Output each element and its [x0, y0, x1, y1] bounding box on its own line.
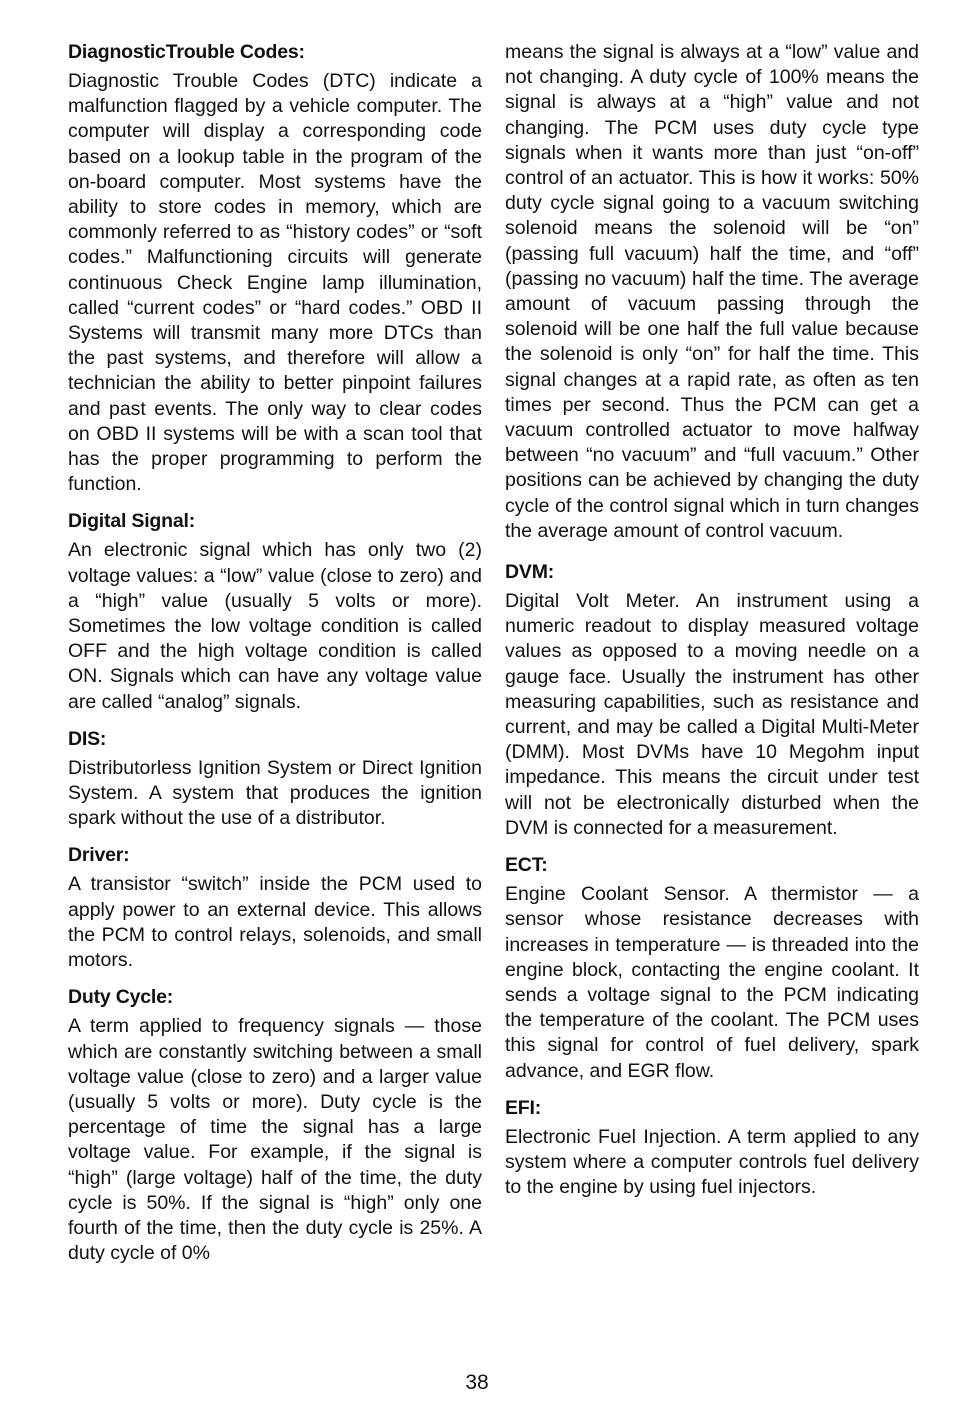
definition-efi: Electronic Fuel Injection. A term applied to any system where a computer controls fuel delivery to the engine by using fuel injectors.: [505, 1125, 919, 1199]
term-efi: EFI:: [505, 1096, 542, 1119]
glossary-entry-duty-cycle: [68, 985, 482, 1266]
term-driver: Driver:: [68, 844, 130, 867]
glossary-entry-digital-signal: [68, 509, 482, 714]
definition-dtc: Diagnostic Trouble Codes (DTC) indicate a malfunction flagged by a vehicle computer. The computer will display a corresponding code based on a lookup table in the program of the on-board computer. Most systems have the ability to store codes in memory, which are commonly referred to as “history codes” or “soft codes.” Malfunctioning circuits will generate continuous Check Engine lamp illumination, called “current codes” or “hard codes.” OBD II Systems will transmit many more DTCs than the past systems, and therefore will allow a technician the ability to better pinpoint failures and past events. The only way to clear codes on OBD II systems will be with a scan tool that has the proper programming to perform the function.: [68, 70, 482, 496]
glossary-entry-dvm: [505, 560, 919, 841]
glossary-entry-dis: [68, 727, 482, 832]
term-digital-signal: Digital Signal:: [68, 510, 196, 533]
glossary-entry-driver: [68, 843, 482, 973]
definition-digital-signal: An electronic signal which has only two (2) voltage values: a “low” value (close to zero) and a “high” value (usually 5 volts or more). Sometimes the low voltage condition is called OFF and the high voltage condition is called ON. Signals which can have any voltage value are called “analog” signals.: [68, 539, 482, 713]
glossary-entry-dtc: [68, 40, 482, 497]
definition-duty-cycle: A term applied to frequency signals — those which are constantly switching between a small voltage value (close to zero) and a larger value (usually 5 volts or more). Duty cycle is the percentage of time the signal has a large voltage value. For example, if the signal is “high” (large voltage) half of the time, the duty cycle is 50%. If the signal is “high” only one fourth of the time, then the duty cycle is 25%. A duty cycle of 0%: [68, 1015, 482, 1265]
right-column: [505, 40, 919, 1212]
duty-cycle-continuation: means the signal is always at a “low” value and not changing. A duty cycle of 100% means the signal is always at a “high” value and not changing. The PCM uses duty cycle type signals when it wants more than just “on-off” control of an actuator. This is how it works: 50% duty cycle signal going to a vacuum switching solenoid means the solenoid will be “on” (passing full vacuum) half the time, and “off” (passing no vacuum) half the time. The average amount of vacuum passing through the solenoid will be one half the full value because the solenoid is only “on” for half the time. This signal changes at a rapid rate, as often as ten times per second. Thus the PCM can get a vacuum controlled actuator to move halfway between “no vacuum” and “full vacuum.” Other positions can be achieved by changing the duty cycle of the control signal which in turn changes the average amount of control vacuum.: [505, 41, 919, 542]
definition-driver: A transistor “switch” inside the PCM used to apply power to an external device. This allows the PCM to control relays, solenoids, and small motors.: [68, 873, 482, 972]
term-ect: ECT:: [505, 854, 548, 877]
glossary-entry-ect: [505, 853, 919, 1084]
page-number: 38: [465, 1371, 489, 1394]
term-dtc: DiagnosticTrouble Codes:: [68, 41, 305, 63]
definition-ect: Engine Coolant Sensor. A thermistor — a sensor whose resistance decreases with increases in temperature — is threaded into the engine block, contacting the engine coolant. It sends a voltage signal to the PCM indicating the temperature of the coolant. The PCM uses this signal for control of fuel delivery, spark advance, and EGR flow.: [505, 883, 919, 1082]
term-dis: DIS:: [68, 727, 107, 750]
term-duty-cycle: Duty Cycle:: [68, 986, 174, 1009]
left-column: [68, 40, 482, 1278]
term-dvm: DVM:: [505, 561, 555, 584]
definition-dvm: Digital Volt Meter. An instrument using a numeric readout to display measured voltage values as opposed to a moving needle on a gauge face. Usually the instrument has other measuring capabilities, such as resistance and current, and may be called a Digital Multi-Meter (DMM). Most DVMs have 10 Megohm input impedance. This means the circuit under test will not be electronically disturbed when the DVM is connected for a measurement.: [505, 590, 919, 839]
glossary-entry-efi: [505, 1096, 919, 1201]
definition-dis: Distributorless Ignition System or Direct Ignition System. A system that produces the ignition spark without the use of a distributor.: [68, 756, 482, 830]
